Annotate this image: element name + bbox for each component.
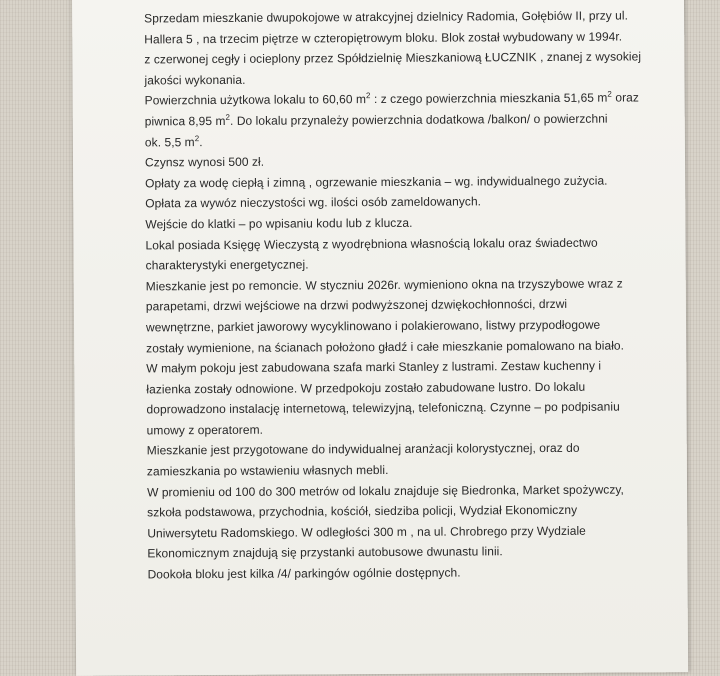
text-segment: . Do lokalu przynależy powierzchnia dodatkowa /balkon/ o powierzchni bbox=[229, 111, 608, 128]
text-line: W małym pokoju jest zabudowana szafa marki Stanley z lustrami. Zestaw kuchenny i bbox=[146, 358, 602, 376]
superscript: 2 bbox=[194, 133, 200, 143]
text-line: z czerwonej cegły i ocieplony przez Spółdzielnię Mieszkaniową ŁUCZNIK , znanej z wysokiej bbox=[144, 49, 642, 67]
text-segment: . bbox=[199, 134, 203, 149]
text-line-balcony bbox=[145, 129, 615, 152]
text-segment: oraz bbox=[611, 90, 639, 105]
text-line-area bbox=[144, 88, 639, 111]
superscript: 2 bbox=[607, 89, 612, 99]
text-line: szkoła podstawowa, przychodnia, kościół, siedziba policji, Wydział Ekonomiczny bbox=[147, 503, 578, 520]
text-line: zamieszkania po wstawieniu własnych mebli. bbox=[146, 463, 389, 479]
text-line: charakterystyki energetycznej. bbox=[145, 257, 309, 273]
text-segment: : z czego powierzchnia mieszkania 51,65 m bbox=[370, 90, 608, 107]
text-line: Wejście do klatki – po wpisaniu kodu lub z klucza. bbox=[145, 215, 413, 232]
superscript: 2 bbox=[225, 112, 231, 122]
text-line: Ekonomicznym znajdują się przystanki autobusowe dwunastu linii. bbox=[147, 544, 503, 561]
text-segment: Powierzchnia użytkowa lokalu to 60,60 m bbox=[144, 92, 367, 108]
text-line: doprowadzono instalację internetową, telewizyjną, telefoniczną. Czynne – po podpisaniu bbox=[146, 399, 620, 417]
text-line: Lokal posiada Księgę Wieczystą z wyodrębniona własnością lokalu oraz świadectwo bbox=[145, 235, 598, 252]
text-line: Dookoła bloku jest kilka /4/ parkingów ogólnie dostępnych. bbox=[147, 565, 461, 582]
text-line: umowy z operatorem. bbox=[146, 422, 264, 438]
text-line: zostały wymienione, na ścianach położono gładź i całe mieszkanie pomalowano na biało. bbox=[146, 338, 625, 355]
text-line: Sprzedam mieszkanie dwupokojowe w atrakcyjnej dzielnicy Radomia, Gołębiów II, przy ul. bbox=[144, 8, 629, 26]
document-body bbox=[144, 6, 642, 585]
text-line: Uniwersytetu Radomskiego. W odległości 300 m , na ul. Chrobrego przy Wydziale bbox=[147, 523, 586, 541]
text-line: Mieszkanie jest przygotowane do indywidualnej aranżacji kolorystycznej, oraz do bbox=[146, 441, 580, 458]
text-line: łazienka zostały odnowione. W przedpokoju zostało zabudowane lustro. Do lokalu bbox=[146, 379, 586, 397]
text-line: Czynsz wynosi 500 zł. bbox=[144, 154, 265, 170]
text-line: parapetami, drzwi wejściowe na drzwi podwyższonej dzwiękochłonności, drzwi bbox=[145, 297, 568, 314]
text-line: Opłaty za wodę ciepłą i zimną , ogrzewanie mieszkania – wg. indywidualnego zużycia. bbox=[145, 173, 608, 191]
text-line: Opłata za wywóz nieczystości wg. ilości osób zameldowanych. bbox=[145, 194, 482, 211]
superscript: 2 bbox=[366, 91, 371, 101]
paper-sheet bbox=[72, 0, 688, 676]
text-line: jakości wykonania. bbox=[144, 72, 246, 88]
text-line: Mieszkanie jest po remoncie. W styczniu 2026r. wymieniono okna na trzyszybowe wraz z bbox=[145, 276, 623, 294]
text-line: Hallera 5 , na trzecim piętrze w czteropiętrowym bloku. Blok został wybudowany w 1994r. bbox=[144, 29, 623, 47]
text-segment: ok. 5,5 m bbox=[144, 134, 195, 149]
text-line: wewnętrzne, parkiet jaworowy wycyklinowano i polakierowano, listwy przypodłogowe bbox=[145, 317, 601, 335]
text-line-cellar bbox=[145, 109, 615, 132]
text-segment: piwnica 8,95 m bbox=[144, 113, 226, 129]
text-line: W promieniu od 100 do 300 metrów od lokalu znajduje się Biedronka, Market spożywczy, bbox=[146, 482, 624, 500]
